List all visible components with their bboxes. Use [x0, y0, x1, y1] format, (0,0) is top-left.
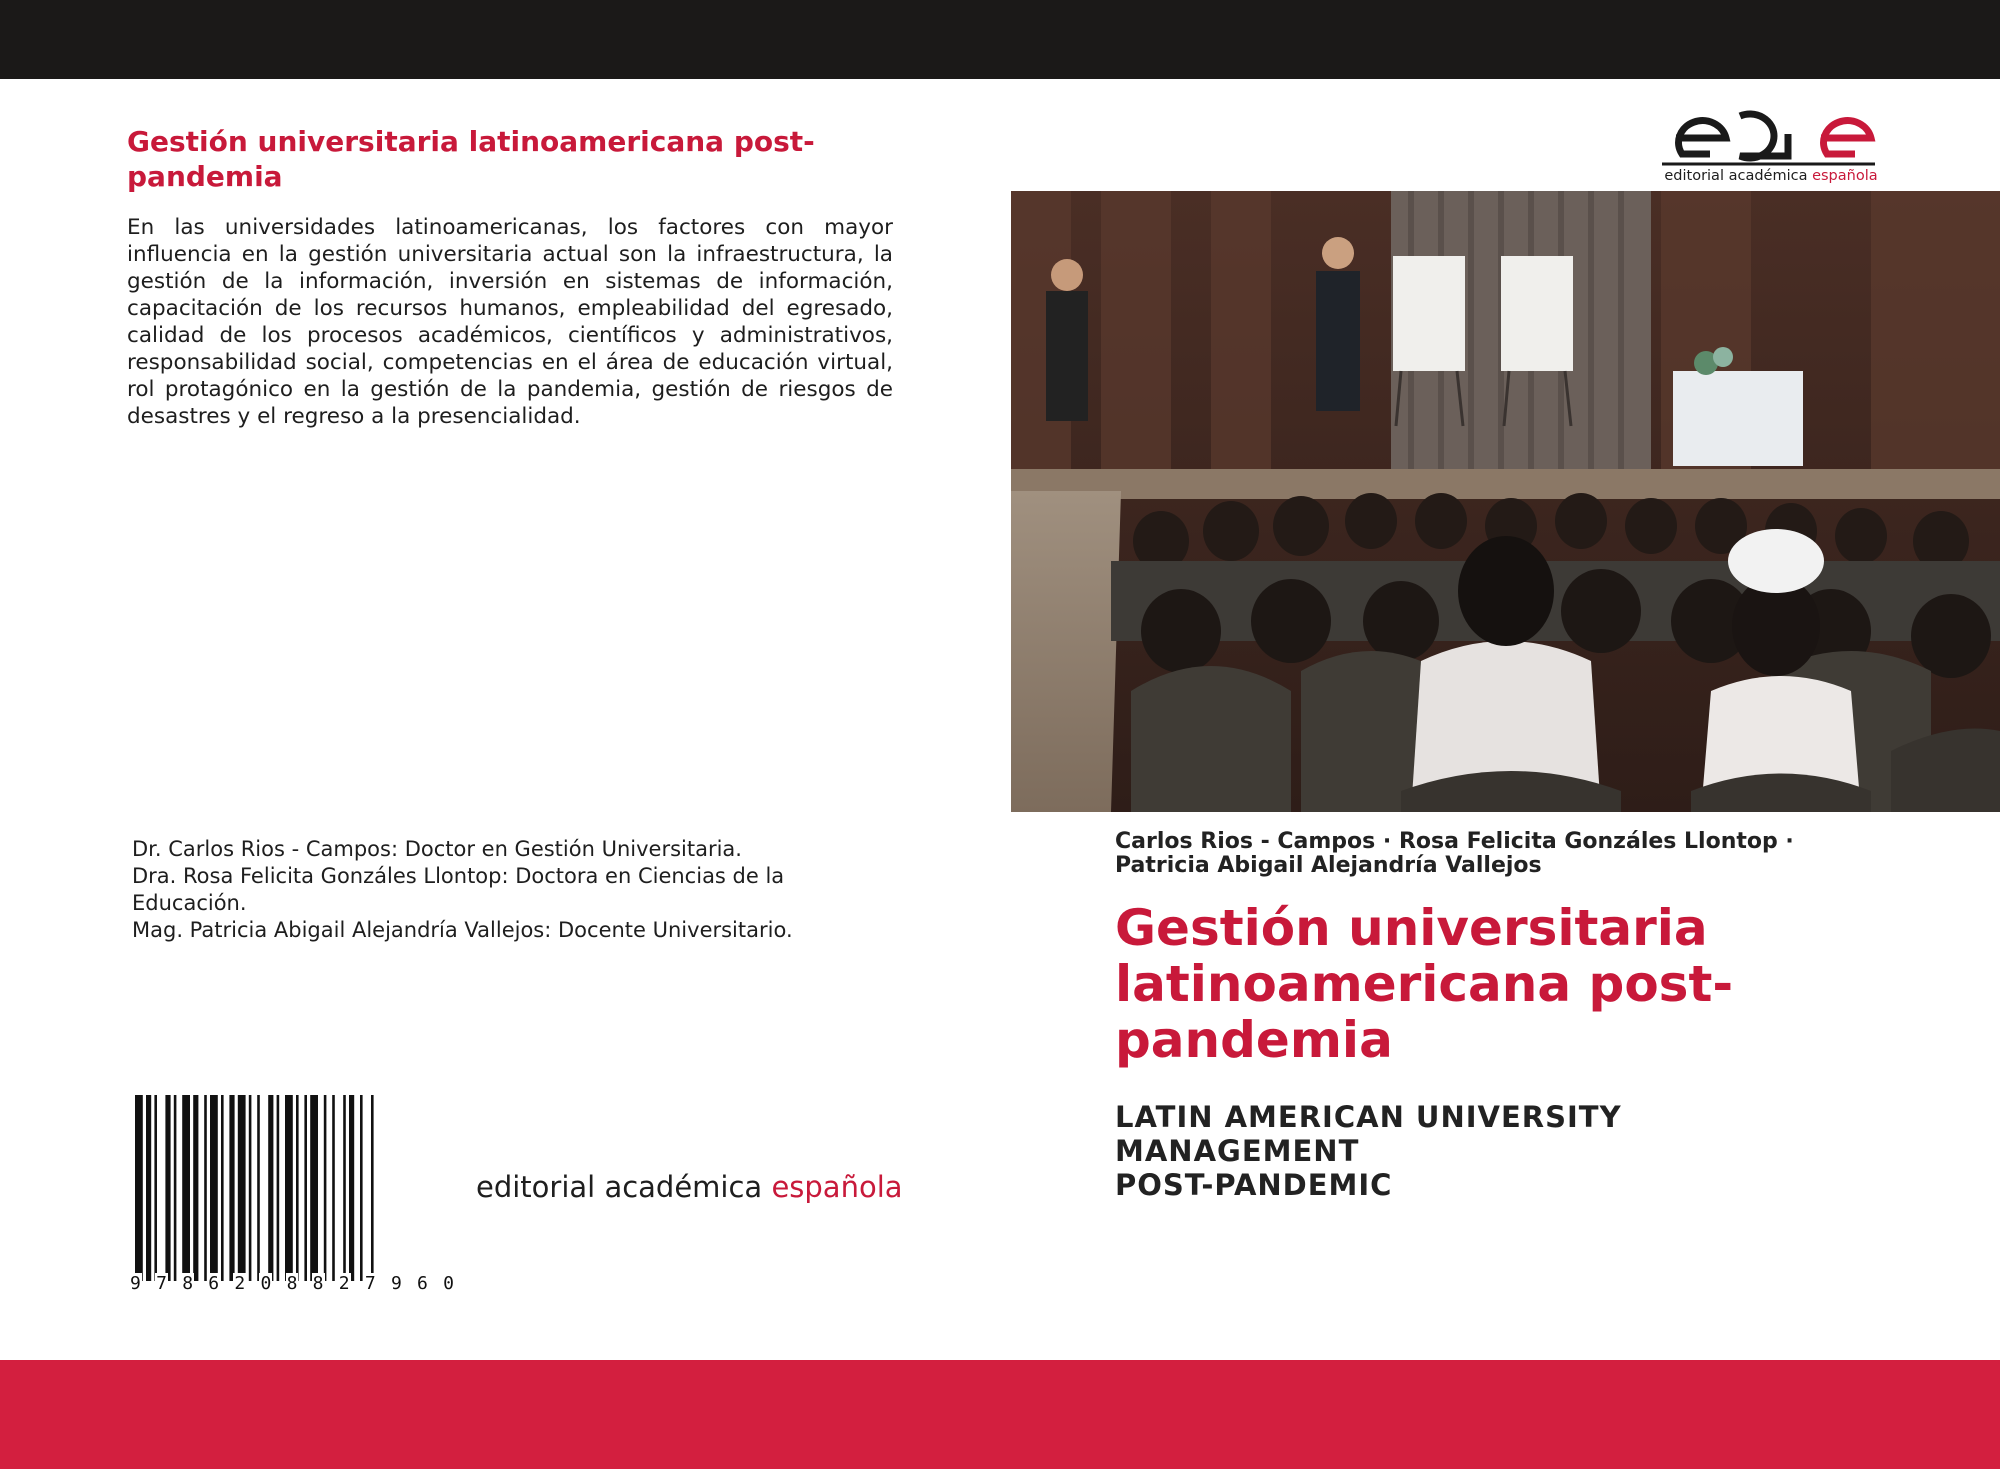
- barcode-bar: [174, 1095, 177, 1281]
- back-cover-title: [127, 124, 907, 194]
- isbn-digit: 7: [364, 1273, 376, 1294]
- barcode-bar: [221, 1095, 224, 1281]
- bio-line: Educación.: [132, 891, 247, 915]
- isbn-digit: 6: [417, 1273, 428, 1294]
- barcode-bar: [310, 1095, 318, 1281]
- cover-photo-conference-audience: [1011, 191, 2000, 812]
- subtitle-line-1: LATIN AMERICAN UNIVERSITY: [1115, 1100, 1622, 1134]
- logo-accent: española: [1812, 168, 1878, 184]
- isbn-digit: 8: [182, 1273, 194, 1294]
- eae-logo-icon: [1660, 98, 1882, 168]
- barcode-bar: [296, 1095, 299, 1281]
- isbn-digit: 9: [390, 1273, 402, 1294]
- publisher-accent: española: [771, 1170, 903, 1204]
- bottom-band: [0, 1360, 2000, 1469]
- bio-line: Dra. Rosa Felicita Gonzáles Llontop: Doctora en Ciencias de la: [132, 864, 785, 888]
- front-cover-authors: [1115, 830, 1975, 878]
- title-line-1: Gestión universitaria: [1115, 899, 1708, 957]
- logo-name: editorial académica: [1664, 168, 1808, 184]
- barcode-bar: [204, 1095, 207, 1281]
- publisher-logo: [1660, 98, 1882, 190]
- barcode-bar: [146, 1095, 151, 1281]
- barcode-bar: [135, 1095, 143, 1281]
- isbn-digit: 7: [156, 1273, 167, 1294]
- isbn-digit: 8: [312, 1273, 324, 1294]
- isbn-barcode: [127, 1095, 457, 1295]
- barcode-bar: [324, 1095, 327, 1281]
- subtitle-line-2: MANAGEMENT: [1115, 1134, 1360, 1168]
- barcode-bar: [154, 1095, 157, 1281]
- title-line-2: latinoamericana post-: [1115, 955, 1734, 1013]
- front-cover-subtitle: [1115, 1100, 1975, 1202]
- back-cover-blurb: En las universidades latinoamericanas, los factores con mayor influencia en la gestión universitaria actual son la infraestructura, la gestión de la información, inversión en sistemas de información, capacitación de los recursos humanos, empleabilidad del egresado, calidad de los procesos académicos, científicos y administrativos, responsabilidad social, competencias en el área de educación virtual, rol protagónico en la gestión de la pandemia, gestión de riesgos de desastres y el regreso a la presencialidad.: [127, 215, 893, 429]
- barcode-bar: [229, 1095, 234, 1281]
- subtitle-line-3: POST-PANDEMIC: [1115, 1168, 1393, 1202]
- barcode-bar: [193, 1095, 198, 1281]
- back-publisher-name: [476, 1170, 903, 1204]
- isbn-digit: 8: [286, 1273, 298, 1294]
- barcode-bar: [165, 1095, 170, 1281]
- barcode-bar: [304, 1095, 307, 1281]
- isbn-digit: 0: [260, 1273, 272, 1294]
- authors-line-2: Patricia Abigail Alejandría Vallejos: [1115, 853, 1542, 878]
- bio-line: Dr. Carlos Rios - Campos: Doctor en Gestión Universitaria.: [132, 837, 742, 861]
- back-title-line-1: Gestión universitaria latinoamericana post-: [127, 125, 815, 158]
- barcode-bar: [210, 1095, 218, 1281]
- isbn-digit: 6: [208, 1273, 220, 1294]
- barcode-bar: [343, 1095, 346, 1281]
- barcode-bar: [268, 1095, 273, 1281]
- barcode-bar: [238, 1095, 246, 1281]
- barcode-bar: [182, 1095, 190, 1281]
- logo-caption: [1660, 168, 1882, 184]
- top-band: [0, 0, 2000, 79]
- barcode-bar: [332, 1095, 335, 1281]
- isbn-digit: 9: [130, 1273, 141, 1294]
- author-bios: [132, 836, 832, 944]
- barcode-bars: [127, 1095, 457, 1295]
- isbn-digit: 0: [443, 1273, 454, 1294]
- barcode-bar: [249, 1095, 252, 1281]
- publisher-name: editorial académica: [476, 1170, 763, 1204]
- isbn-digits: [127, 1273, 457, 1294]
- barcode-bar: [285, 1095, 293, 1281]
- front-cover-title: [1115, 900, 1975, 1068]
- barcode-bar: [360, 1095, 363, 1281]
- barcode-bar: [257, 1095, 260, 1281]
- back-title-line-2: pandemia: [127, 160, 283, 193]
- title-line-3: pandemia: [1115, 1011, 1393, 1069]
- conference-photo-illustration: [1011, 191, 2000, 812]
- isbn-digit: 2: [234, 1273, 246, 1294]
- barcode-bar: [277, 1095, 280, 1281]
- authors-line-1: Carlos Rios - Campos · Rosa Felicita Gonzáles Llontop ·: [1115, 829, 1794, 854]
- isbn-digit: 2: [338, 1273, 350, 1294]
- barcode-bar: [349, 1095, 354, 1281]
- barcode-bar: [371, 1095, 374, 1281]
- bio-line: Mag. Patricia Abigail Alejandría Vallejos: Docente Universitario.: [132, 918, 793, 942]
